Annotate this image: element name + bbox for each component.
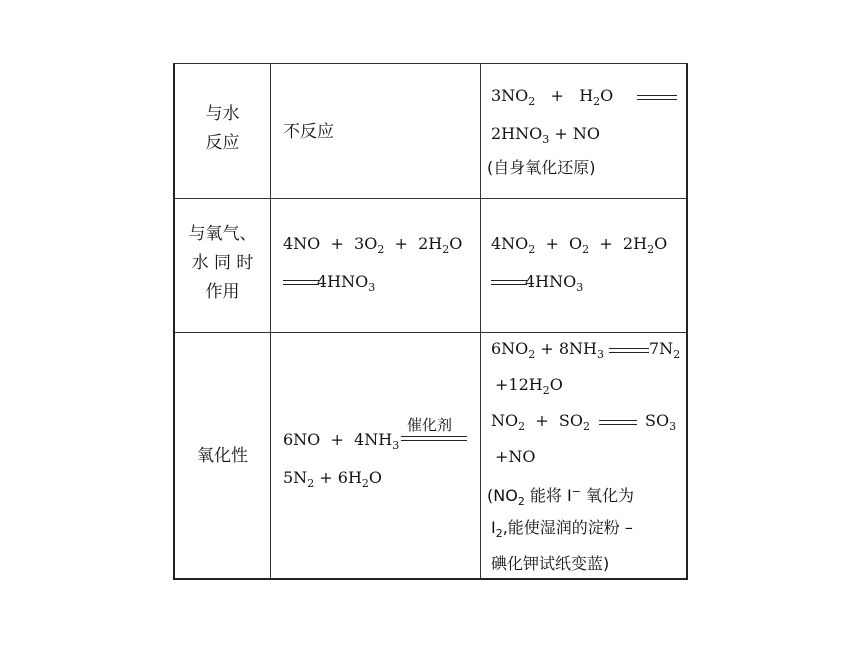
equation-left: $3NO_2 + H_2O$ [491,86,614,108]
equation-right: $4HNO_3$ [317,272,376,294]
equation-right: $5N_2 + 6H_2O$ [283,468,383,490]
equals-sign [599,420,637,425]
equals-sign [401,436,467,441]
equation-left: $4NO_2 + O_2 + 2H_2O$ [491,234,668,256]
equation-line: $+12H_2O$ [495,375,563,397]
note-line: ($NO_2$ 能将 I− 氧化为 [487,485,635,508]
column-divider [270,64,271,578]
equation-line: $SO_3$ [645,411,677,433]
equals-sign [609,348,649,353]
no-water-cell: 不反应 [283,122,334,142]
note-text: (自身氧化还原) [487,158,596,177]
equation-left: $4NO + 3O_2 + 2H_2O$ [283,234,463,256]
equation-right: $4HNO_3$ [525,272,584,294]
equation-right: $2HNO_3$ + NO [491,124,600,146]
equals-sign [637,95,677,100]
row-divider [175,198,686,199]
equals-sign [283,280,319,285]
comparison-table [173,63,688,580]
equation-line: $NO_2 + SO_2$ [491,411,590,433]
row-label-water: 与水 反应 [205,104,240,153]
note-line: $I_2$,能使湿润的淀粉 – [491,518,633,540]
row-divider [175,332,686,333]
row-label-oxygen-water: 与氧气、 水 同 时 作用 [188,224,257,302]
equation-left: $6NO + 4NH_3$ [283,430,400,452]
column-divider [480,64,481,578]
equation-line: $6NO_2 + 8NH_3$ [491,339,605,361]
row-label-oxidizing: 氧化性 [197,446,248,466]
equals-sign [491,280,527,285]
note-line: 碘化钾试纸变蓝) [491,554,610,573]
catalyst-label: 催化剂 [407,416,453,434]
equation-line: +NO [495,447,536,466]
equation-line: $7N_2$ [649,339,681,361]
